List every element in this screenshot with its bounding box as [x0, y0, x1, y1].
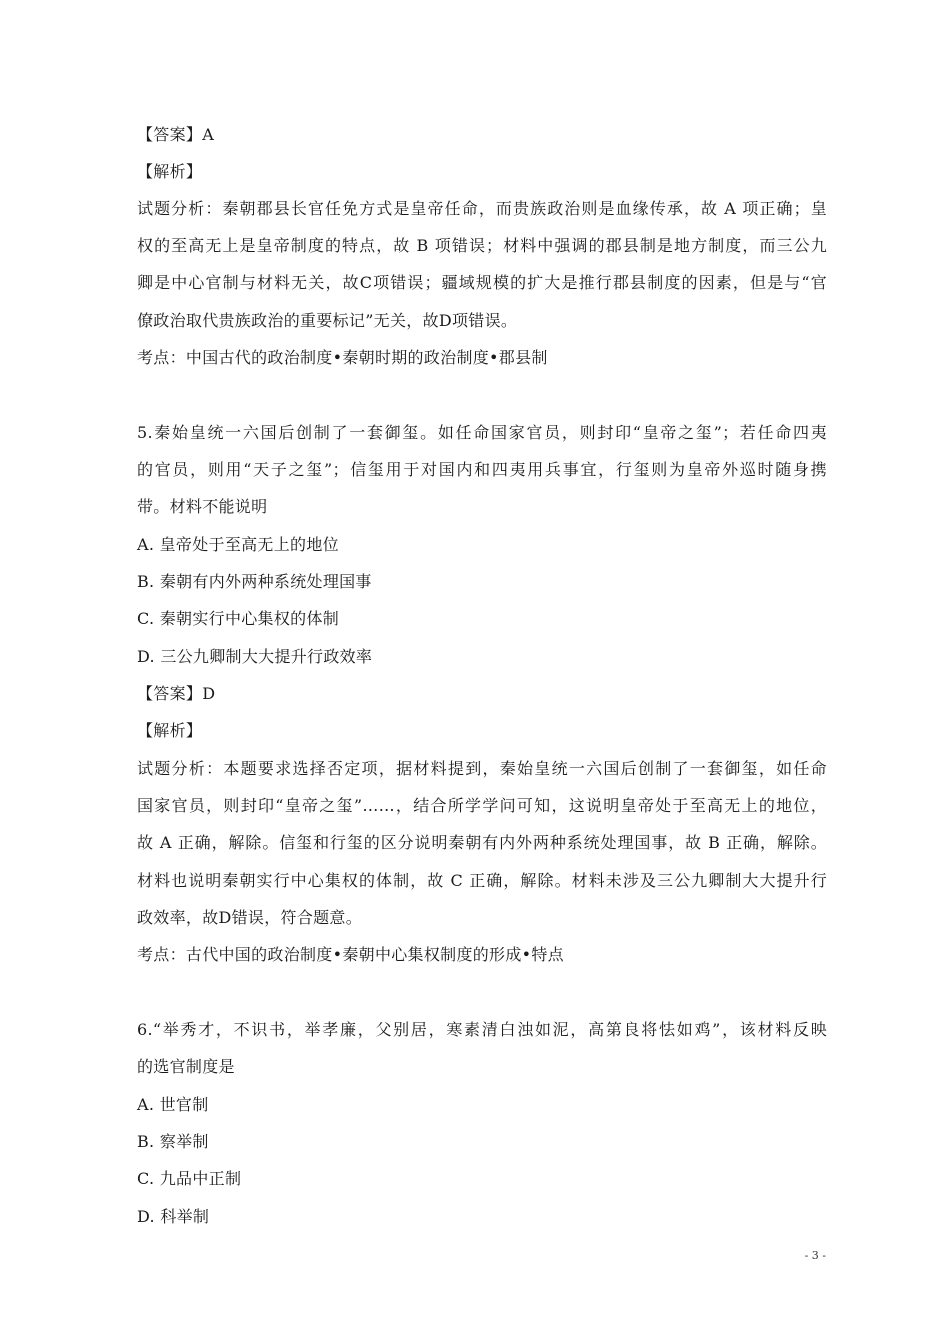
page-number: - 3 -: [804, 1249, 826, 1262]
answer-line: 【答案】D: [137, 684, 216, 703]
option-c: C. 秦朝实行中心集权的体制: [137, 609, 340, 628]
question-stem-line: 6.“举秀才，不识书，举孝廉，父别居，寒素清白浊如泥，高第良将怯如鸡”，该材料反映: [137, 1020, 827, 1039]
analysis-label: 【解析】: [137, 721, 203, 740]
kaodian-line: 考点：中国古代的政治制度•秦朝时期的政治制度•郡县制: [137, 348, 548, 367]
analysis-text-line: 权的至高无上是皇帝制度的特点，故 B 项错误；材料中强调的郡县制是地方制度，而三公九: [137, 236, 827, 255]
option-d: D. 科举制: [137, 1207, 210, 1226]
analysis-text-line: 国家官员，则封印“皇帝之玺”……，结合所学学问可知，这说明皇帝处于至高无上的地位，: [137, 796, 827, 815]
question-stem-line: 带。材料不能说明: [137, 497, 268, 516]
option-a: A. 世官制: [137, 1095, 209, 1114]
option-b: B. 察举制: [137, 1132, 209, 1151]
option-a: A. 皇帝处于至高无上的地位: [137, 535, 339, 554]
answer-line: 【答案】A: [137, 125, 215, 144]
option-d: D. 三公九卿制大大提升行政效率: [137, 647, 373, 666]
analysis-text-line: 材料也说明秦朝实行中心集权的体制，故 C 正确，解除。材料未涉及三公九卿制大大提升行: [137, 871, 827, 890]
analysis-text-line: 政效率，故D错误，符合题意。: [137, 908, 363, 927]
question-stem-line: 的选官制度是: [137, 1057, 235, 1076]
question-stem-line: 的官员，则用“天子之玺”；信玺用于对国内和四夷用兵事宜，行玺则为皇帝外巡时随身携: [137, 460, 827, 479]
option-b: B. 秦朝有内外两种系统处理国事: [137, 572, 372, 591]
analysis-text-line: 故 A 正确，解除。信玺和行玺的区分说明秦朝有内外两种系统处理国事，故 B 正确，解除。: [137, 833, 827, 852]
analysis-label: 【解析】: [137, 162, 203, 181]
analysis-text-line: 卿是中心官制与材料无关，故C项错误；疆域规模的扩大是推行郡县制度的因素，但是与“官: [137, 273, 827, 292]
kaodian-line: 考点：古代中国的政治制度•秦朝中心集权制度的形成•特点: [137, 945, 564, 964]
option-c: C. 九品中正制: [137, 1169, 242, 1188]
analysis-text-line: 僚政治取代贵族政治的重要标记”无关，故D项错误。: [137, 311, 518, 330]
question-stem-line: 5.秦始皇统一六国后创制了一套御玺。如任命国家官员，则封印“皇帝之玺”；若任命四夷: [137, 423, 827, 442]
analysis-text-line: 试题分析：秦朝郡县长官任免方式是皇帝任命，而贵族政治则是血缘传承，故 A 项正确；皇: [137, 199, 827, 218]
analysis-text-line: 试题分析：本题要求选择否定项，据材料提到，秦始皇统一六国后创制了一套御玺，如任命: [137, 759, 827, 778]
